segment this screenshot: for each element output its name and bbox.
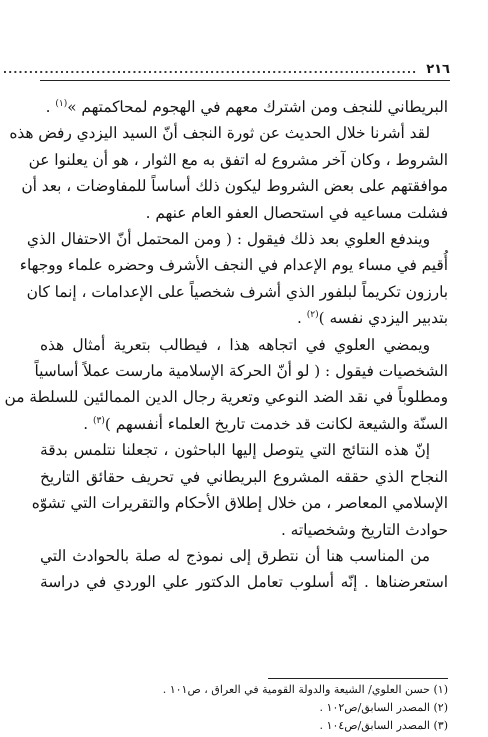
running-header — [2, 62, 450, 77]
line-tail: . — [45, 98, 56, 116]
footnote-item: (٢) المصدر السابق/ص١٠٢ . — [319, 701, 448, 714]
body-line-text: الشروط ، وكان آخر مشروع له اتفق به مع الثوار ، هو أن يعلنوا عن — [28, 150, 448, 169]
body-line — [31, 490, 448, 516]
body-line — [4, 384, 448, 410]
body-line — [40, 543, 448, 569]
body-line-text: النجاح الذي حققه المشروع البريطاني في تحريف حقائق التاريخ — [40, 467, 448, 486]
body-line — [40, 332, 448, 358]
body-line-text: فشلت مساعيه في استحصال العفو العام عنهم . — [145, 203, 448, 222]
footnote-marker: (٣) — [93, 415, 105, 426]
body-line — [26, 279, 448, 305]
body-line — [40, 569, 448, 595]
body-line-text: بارزون تكريماً لبلفور الذي أشرف شخصياً على الإعدامات ، إنما كان — [26, 282, 448, 301]
body-line — [21, 173, 448, 199]
body-line — [40, 517, 448, 543]
header-leader-dots: ................................................................................ — [2, 63, 418, 76]
body-line-text: بتدبير اليزدي نفسه ) — [318, 309, 448, 328]
page-number: ٢١٦ — [426, 62, 450, 77]
body-line-text: لقد أشرنا خلال الحديث عن ثورة النجف أنّ السيد اليزدي رفض هذه — [9, 124, 430, 143]
footnote-item: (١) حسن العلوي/ الشيعة والدولة القومية في العراق ، ص١٠١ . — [162, 683, 448, 696]
body-line-text: البريطاني للنجف ومن اشترك معهم في الهجوم لمحاكمتهم » — [67, 98, 448, 116]
body-line — [9, 120, 448, 146]
line-tail: . — [83, 414, 94, 433]
body-line-text: حوادث التاريخ وشخصياته . — [280, 520, 448, 539]
body-line-text: إنّ هذه النتائج التي يتوصل إليها الباحثون ، تجعلنا نتلمس بدقة — [40, 441, 430, 460]
body-line-text: الإسلامي المعاصر ، من خلال إطلاق الأحكام والتقريرات التي تشوّه — [31, 494, 448, 513]
line-tail: . — [297, 309, 307, 328]
body-line — [40, 464, 448, 490]
body-line — [40, 437, 448, 463]
body-line-text: استعرضناها . إنّه أسلوب تعامل الدكتور علي الوردي في دراسة — [40, 573, 448, 592]
body-line-text: ومطلوباً في نقد الضد النوعي وتعرية رجال الدين الممالئين للسلطة من — [4, 388, 448, 407]
body-line — [19, 252, 448, 278]
body-line-text: أُقيم في مساء يوم الإعدام في النجف الأشرف وحضره علماء ووجهاء — [19, 256, 448, 275]
body-line-text: الشخصيات فيقول : ( لو أنّ الحركة الإسلامية مارست عملاً أساسياً — [34, 362, 448, 381]
body-line-text: السنّة والشيعة لكانت قد خدمت تاريخ العلماء أنفسهم ) — [104, 414, 448, 433]
body-line — [26, 226, 448, 252]
body-line — [40, 94, 448, 120]
body-line — [28, 147, 448, 173]
footnote-rule — [268, 678, 448, 679]
body-text — [4, 94, 448, 596]
body-line-text: ويندفع العلوي بعد ذلك فيقول : ( ومن المحتمل أنّ الاحتفال الذي — [26, 230, 430, 249]
footnote-item: (٣) المصدر السابق/ص١٠٤ . — [319, 719, 448, 732]
body-line — [40, 305, 448, 331]
body-line-text: موافقتهم على بعض الشروط ليكون ذلك أساساً للمفاوضات ، بعد أن — [21, 177, 448, 196]
body-line — [40, 411, 448, 437]
footnote-marker: (١) — [55, 98, 68, 109]
footnote-marker: (٢) — [306, 310, 319, 321]
footnotes — [40, 681, 448, 735]
body-line — [34, 358, 448, 384]
body-line — [40, 200, 448, 226]
header-rule — [40, 80, 450, 81]
body-line-text: من المناسب هنا أن نتطرق إلى نموذج له صلة بالحوادث التي — [40, 546, 430, 565]
body-line-text: ويمضي العلوي في اتجاهه هذا ، فيطالب بتعرية أمثال هذه — [40, 335, 430, 354]
